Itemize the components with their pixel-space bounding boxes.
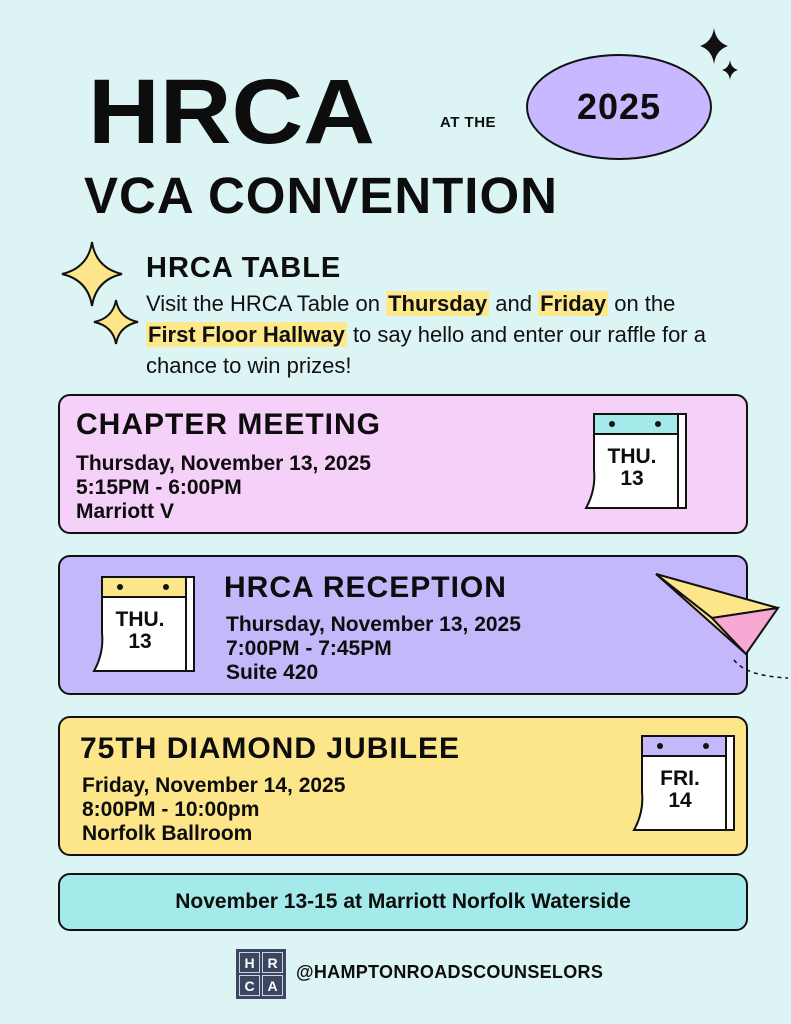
dates-location-text: November 13-15 at Marriott Norfolk Waterside [175,890,631,913]
event-details [76,452,371,524]
calendar-icon [80,573,202,688]
event-time: 5:15PM - 6:00PM [76,476,242,499]
highlight-thursday: Thursday [388,291,488,316]
calendar-number: 14 [668,789,692,812]
calendar-number: 13 [620,467,644,490]
event-card-chapter-meeting [58,394,748,534]
table-description [146,288,726,381]
event-details [82,774,345,846]
logo-letter: R [262,952,283,973]
event-card-reception [58,555,748,695]
logo-letter: A [262,975,283,996]
hrca-logo [236,949,286,999]
at-the-label: AT THE [440,114,497,131]
event-location: Marriott V [76,500,175,523]
event-date: Thursday, November 13, 2025 [76,452,371,475]
event-location: Suite 420 [226,661,319,684]
highlight-hallway: First Floor Hallway [148,322,345,347]
table-heading: HRCA TABLE [146,252,342,284]
event-date: Thursday, November 13, 2025 [226,613,521,636]
calendar-icon [620,732,742,847]
logo-letter: C [239,975,260,996]
highlight-friday: Friday [540,291,607,316]
social-handle[interactable]: @HAMPTONROADSCOUNSELORS [296,962,604,982]
event-date: Friday, November 14, 2025 [82,774,346,797]
calendar-day: THU. [607,445,657,468]
sparkle-icon [694,26,742,82]
event-title: CHAPTER MEETING [76,408,382,441]
calendar-day: FRI. [660,767,700,790]
dates-location-bar [58,873,748,931]
paper-plane-icon [650,568,790,682]
event-time: 7:00PM - 7:45PM [226,637,392,660]
year-oval [526,54,712,160]
event-location: Norfolk Ballroom [82,822,253,845]
sparkle-icon [54,238,144,350]
event-time: 8:00PM - 10:00pm [82,798,260,821]
desc-text: to say hello and enter our raffle for a chance to win prizes! [146,322,706,378]
desc-text: and [489,291,539,316]
year-label: 2025 [576,86,662,127]
event-card-jubilee [58,716,748,856]
desc-text: on the [608,291,676,316]
event-title: 75TH DIAMOND JUBILEE [80,732,461,765]
event-details [226,613,521,685]
logo-letter: H [239,952,260,973]
calendar-day: THU. [115,608,165,631]
convention-title: VCA CONVENTION [84,167,558,224]
event-title: HRCA RECEPTION [224,571,507,604]
main-title: HRCA [88,61,376,163]
desc-text: Visit the HRCA Table on [146,291,387,316]
calendar-number: 13 [128,630,152,653]
calendar-icon [572,410,694,525]
